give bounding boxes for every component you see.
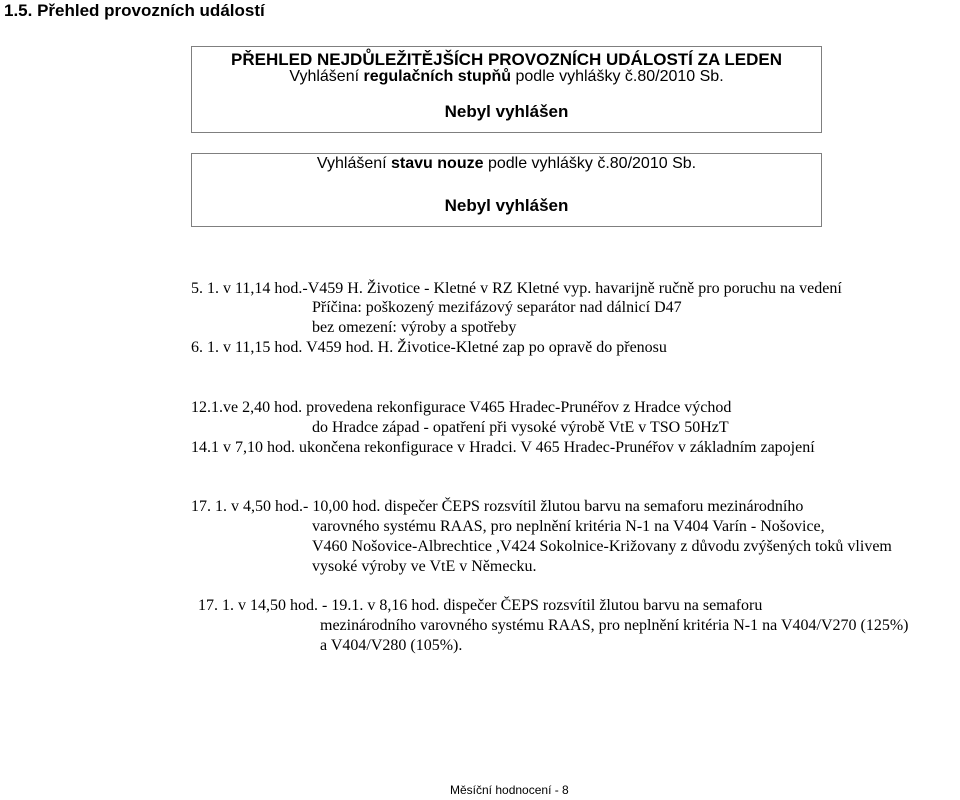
event-3-line-3: V460 Nošovice-Albrechtice ,V424 Sokolnice-Križovany z důvodu zvýšených toků vlivem bbox=[312, 538, 892, 555]
event-1-line-4: 6. 1. v 11,15 hod. V459 hod. H. Životice-Kletné zap po opravě do přenosu bbox=[191, 339, 667, 356]
section-heading: 1.5. Přehled provozních událostí bbox=[4, 1, 265, 20]
event-1-line-2: Příčina: poškozený mezifázový separátor nad dálnicí D47 bbox=[312, 299, 682, 316]
regulation-stages-status: Nebyl vyhlášen bbox=[444, 102, 569, 121]
event-2-line-2: do Hradce západ - opatření při vysoké výrobě VtE v TSO 50HzT bbox=[312, 419, 729, 436]
regulation-stages-box bbox=[191, 46, 822, 133]
emergency-state-box bbox=[191, 153, 822, 227]
event-3-line-2: varovného systému RAAS, pro neplnění kritéria N-1 na V404 Varín - Nošovice, bbox=[312, 518, 825, 535]
event-2-line-1: 12.1.ve 2,40 hod. provedena rekonfigurace V465 Hradec-Prunéřov z Hradce východ bbox=[191, 399, 732, 416]
event-4-line-1: 17. 1. v 14,50 hod. - 19.1. v 8,16 hod. dispečer ČEPS rozsvítil žlutou barvu na semaforu bbox=[198, 597, 763, 614]
event-2-line-3: 14.1 v 7,10 hod. ukončena rekonfigurace v Hradci. V 465 Hradec-Prunéřov v základním zapojení bbox=[191, 439, 815, 456]
report-title: PŘEHLED NEJDŮLEŽITĚJŠÍCH PROVOZNÍCH UDÁLOSTÍ ZA LEDEN bbox=[231, 50, 782, 69]
event-3-line-1: 17. 1. v 4,50 hod.- 10,00 hod. dispečer ČEPS rozsvítil žlutou barvu na semaforu mezinárodního bbox=[191, 498, 804, 515]
page-footer: Měsíční hodnocení - 8 bbox=[450, 783, 569, 797]
event-3-line-4: vysoké výroby ve VtE v Německu. bbox=[312, 558, 537, 575]
regulation-stages-subtitle: Vyhlášení regulačních stupňů podle vyhlášky č.80/2010 Sb. bbox=[289, 68, 724, 85]
event-1-line-1: 5. 1. v 11,14 hod.-V459 H. Životice - Kletné v RZ Kletné vyp. havarijně ručně pro poruchu na vedení bbox=[191, 280, 842, 297]
event-1-line-3: bez omezení: výroby a spotřeby bbox=[312, 319, 517, 336]
emergency-state-status: Nebyl vyhlášen bbox=[444, 196, 569, 215]
event-4-line-3: a V404/V280 (105%). bbox=[320, 637, 463, 654]
emergency-state-subtitle: Vyhlášení stavu nouze podle vyhlášky č.80/2010 Sb. bbox=[316, 155, 697, 172]
event-4-line-2: mezinárodního varovného systému RAAS, pro neplnění kritéria N-1 na V404/V270 (125%) bbox=[320, 617, 909, 634]
